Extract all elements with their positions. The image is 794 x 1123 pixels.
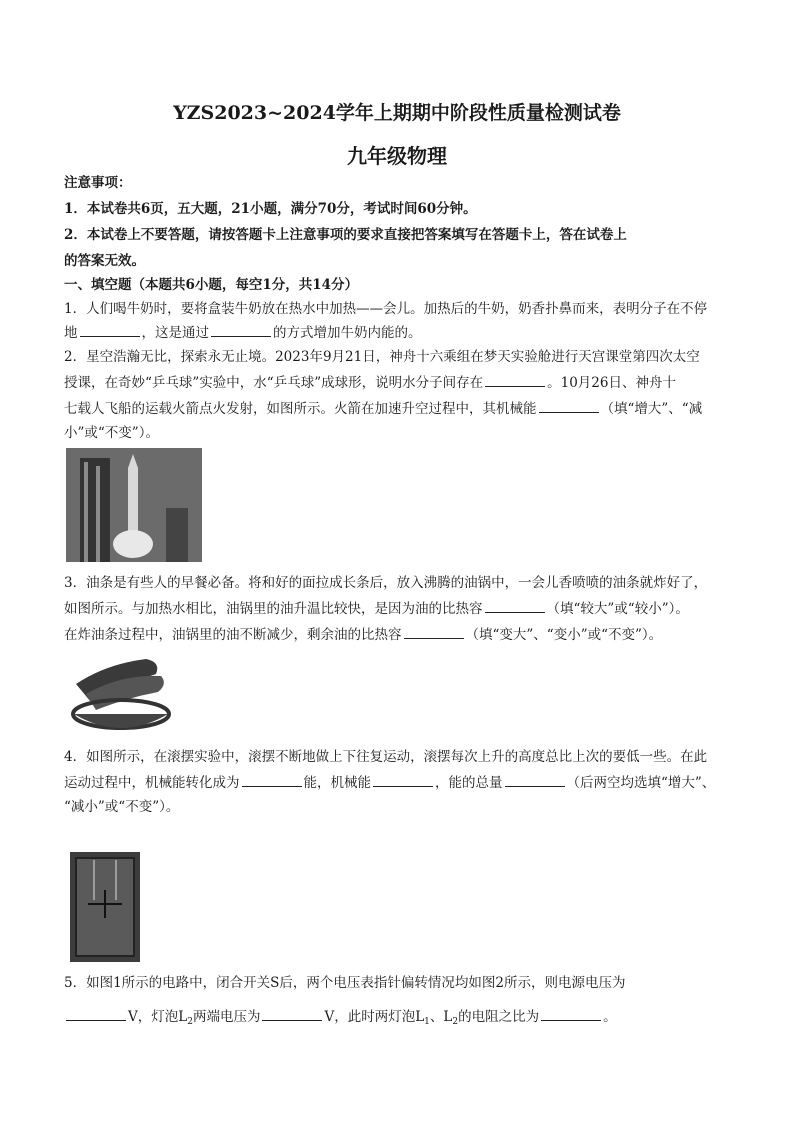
question-5-line-1: 5．如图1所示的电路中，闭合开关S后，两个电压表指针偏转情况均如图2所示，则电源电压为 bbox=[64, 975, 626, 991]
question-2-line-3: 七载人飞船的运载火箭点火发射，如图所示。火箭在加速升空过程中，其机械能 （填“增大”、“减 bbox=[64, 396, 744, 422]
notice-item-2b: 的答案无效。 bbox=[64, 253, 145, 269]
exam-subtitle: 九年级物理 bbox=[347, 144, 447, 168]
question-4-line-2: 运动过程中，机械能转化成为 能，机械能 ，能的总量 （后两空均选填“增大”、 bbox=[64, 770, 744, 796]
answer-blank bbox=[262, 1006, 322, 1021]
answer-blank bbox=[66, 1006, 126, 1021]
answer-blank bbox=[485, 598, 545, 613]
answer-blank bbox=[539, 398, 599, 413]
question-2-line-2: 授课，在奇妙“乒乓球”实验中，水“乒乓球”成球形，说明水分子间存在 。10月26日、神舟十 bbox=[64, 370, 744, 396]
notice-item-2a: 2．本试卷上不要答题，请按答题卡上注意事项的要求直接把答案填写在答题卡上，答在试卷上 bbox=[64, 227, 627, 243]
question-1-line-1: 1．人们喝牛奶时，要将盒装牛奶放在热水中加热——会儿。加热后的牛奶，奶香扑鼻而来，表明分子在不停 bbox=[64, 301, 708, 317]
answer-blank bbox=[373, 772, 433, 787]
question-4-line-1: 4．如图所示，在滚摆实验中，滚摆不断地做上下往复运动，滚摆每次上升的高度总比上次的要低一些。在此 bbox=[64, 749, 708, 765]
answer-blank bbox=[211, 322, 271, 337]
question-2-line-4: 小”或“不变”）。 bbox=[64, 425, 159, 441]
maxwell-wheel-image bbox=[70, 852, 140, 962]
exam-title: YZS2023~2024学年上期期中阶段性质量检测试卷 bbox=[173, 102, 621, 124]
answer-blank bbox=[505, 772, 565, 787]
answer-blank bbox=[541, 1006, 601, 1021]
answer-blank bbox=[80, 322, 140, 337]
answer-blank bbox=[485, 372, 545, 387]
notice-heading: 注意事项： bbox=[64, 175, 132, 191]
section-1-heading: 一、填空题（本题共6小题，每空1分，共14分） bbox=[64, 277, 359, 293]
question-3-line-1: 3．油条是有些人的早餐必备。将和好的面拉成长条后，放入沸腾的油锅中，一会儿香喷喷的油条就炸好了， bbox=[64, 575, 708, 591]
notice-item-1: 1．本试卷共6页，五大题，21小题，满分70分，考试时间60分钟。 bbox=[64, 201, 477, 217]
question-1-line-2: 地 ，这是通过 的方式增加牛奶内能的。 bbox=[64, 320, 744, 346]
question-4-line-3: “减小”或“不变”）。 bbox=[64, 799, 180, 815]
rocket-launch-image bbox=[66, 448, 202, 562]
question-5-line-2: V，灯泡$L_2$两端电压为 V，此时两灯泡$L_1$、$L_2$的电阻之比为 。 bbox=[64, 1004, 744, 1035]
question-2-line-1: 2．星空浩瀚无比，探索永无止境。2023年9月21日，神舟十六乘组在梦天实验舱进行天宫课堂第四次太空 bbox=[64, 349, 700, 365]
question-3-line-2: 如图所示。与加热水相比，油锅里的油升温比较快，是因为油的比热容 （填“较大”或“较小”）。 bbox=[64, 596, 744, 622]
fried-dough-image bbox=[66, 654, 176, 734]
answer-blank bbox=[404, 624, 464, 639]
question-3-line-3: 在炸油条过程中，油锅里的油不断减少，剩余油的比热容 （填“变大”、“变小”或“不变”）。 bbox=[64, 622, 744, 648]
answer-blank bbox=[242, 772, 302, 787]
